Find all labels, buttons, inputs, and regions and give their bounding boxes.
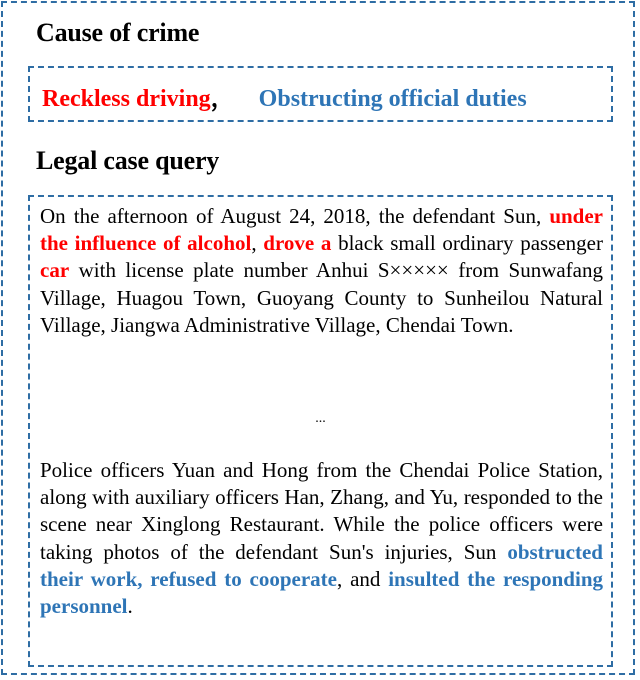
highlight-insulted: insulted the responding personnel bbox=[40, 566, 603, 619]
cause-separator: ， bbox=[210, 86, 235, 112]
text-span: . bbox=[127, 594, 133, 619]
text-span: with license plate number Anhui S××××× from Sunwafang Village, Huagou Town, Guoyang County to Sunheilou Natural Village, Jiangwa Administrative Village, Chendai Town. bbox=[40, 258, 603, 337]
omission-ellipsis: ... bbox=[315, 411, 326, 426]
cause-box bbox=[28, 66, 613, 122]
text-span: On the afternoon of August 24, 2018, the defendant Sun, bbox=[40, 204, 550, 228]
text-span: , and bbox=[337, 566, 389, 591]
case-query-box bbox=[28, 195, 613, 667]
case-paragraph-1 bbox=[40, 203, 603, 339]
legal-case-query-heading: Legal case query bbox=[36, 146, 220, 175]
highlight-drove: drove a bbox=[263, 231, 332, 256]
text-span: , bbox=[251, 231, 264, 256]
cause-list bbox=[42, 78, 527, 113]
case-paragraph-2 bbox=[40, 457, 603, 620]
cause-of-crime-heading: Cause of crime bbox=[36, 18, 200, 47]
highlight-alcohol: under the influence of alcohol bbox=[40, 204, 603, 256]
text-span: black small ordinary passenger bbox=[331, 231, 603, 256]
cause-obstructing-official-duties: Obstructing official duties bbox=[258, 86, 527, 112]
text-span: Police officers Yuan and Hong from the Chendai Police Station, along with auxiliary officers Han, Zhang, and Yu, responded to the scene near Xinglong Restaurant. While the police officers were taking photos of the defendant Sun's injuries, Sun bbox=[40, 458, 603, 564]
highlight-obstructed: obstructed their work, refused to cooperate bbox=[40, 539, 603, 591]
cause-reckless-driving: Reckless driving bbox=[42, 86, 211, 112]
highlight-car: car bbox=[40, 258, 70, 283]
